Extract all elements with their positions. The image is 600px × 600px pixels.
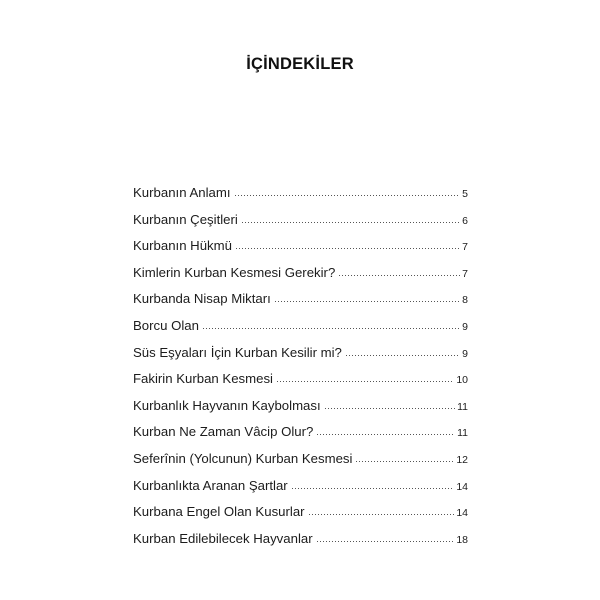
toc-entry[interactable] [133,370,468,397]
toc-entry[interactable] [133,423,468,450]
dot-leader [308,514,455,515]
toc-entry-page: 6 [462,214,468,227]
toc-entry-page: 14 [456,507,468,520]
dot-leader [235,248,460,249]
toc-entry-title: Kurbanın Hükmü [133,238,232,254]
toc-entry[interactable] [133,530,468,557]
toc-entry-page: 11 [457,400,468,413]
toc-entry-title: Seferînin (Yolcunun) Kurban Kesmesi [133,450,353,466]
toc-entry[interactable] [133,450,468,477]
page-title: İÇİNDEKİLER [246,55,354,73]
toc-entry-title: Kurbanlık Hayvanın Kaybolması [133,397,321,413]
toc-entry-title: Kurban Edilebilecek Hayvanlar [133,530,313,546]
dot-leader [276,381,454,382]
toc-entry-page: 12 [456,453,468,466]
toc-entry-title: Kurbanın Çeşitleri [133,211,238,227]
toc-entry[interactable] [133,237,468,264]
toc-entry-page: 5 [462,188,468,200]
toc-entry[interactable] [133,264,468,291]
dot-leader [274,301,460,302]
toc-entry-page: 8 [462,294,468,307]
toc-entry-title: Borcu Olan [133,317,199,333]
dot-leader [345,355,460,356]
toc-entry-page: 11 [457,427,468,440]
table-of-contents [133,184,468,556]
dot-leader [324,408,455,409]
dot-leader [355,461,454,462]
dot-leader [234,195,460,196]
toc-entry[interactable] [133,344,468,371]
toc-entry-page: 18 [456,533,468,546]
dot-leader [316,434,455,435]
toc-entry[interactable] [133,184,468,211]
toc-entry-title: Süs Eşyaları İçin Kurban Kesilir mi? [133,344,342,360]
toc-entry-page: 9 [462,320,468,333]
toc-entry-title: Kurban Ne Zaman Vâcip Olur? [133,424,314,440]
toc-entry-page: 10 [456,374,468,387]
toc-entry-title: Kurbanda Nisap Miktarı [133,291,271,307]
toc-entry-title: Kurbanlıkta Aranan Şartlar [133,477,288,493]
dot-leader [241,222,460,223]
toc-entry-title: Kurbana Engel Olan Kusurlar [133,504,305,520]
dot-leader [338,275,460,276]
dot-leader [291,488,455,489]
toc-entry-title: Kurbanın Anlamı [133,185,231,200]
toc-entry-page: 7 [462,267,468,280]
dot-leader [202,328,460,329]
toc-entry-page: 14 [456,480,468,493]
dot-leader [316,541,455,542]
toc-entry[interactable] [133,290,468,317]
toc-entry-title: Kimlerin Kurban Kesmesi Gerekir? [133,264,336,280]
toc-entry[interactable] [133,317,468,344]
toc-entry[interactable] [133,397,468,424]
toc-entry[interactable] [133,477,468,504]
toc-entry-title: Fakirin Kurban Kesmesi [133,371,273,387]
toc-entry-page: 7 [462,241,468,254]
toc-entry-page: 9 [462,347,468,360]
toc-entry[interactable] [133,211,468,238]
toc-entry[interactable] [133,503,468,530]
